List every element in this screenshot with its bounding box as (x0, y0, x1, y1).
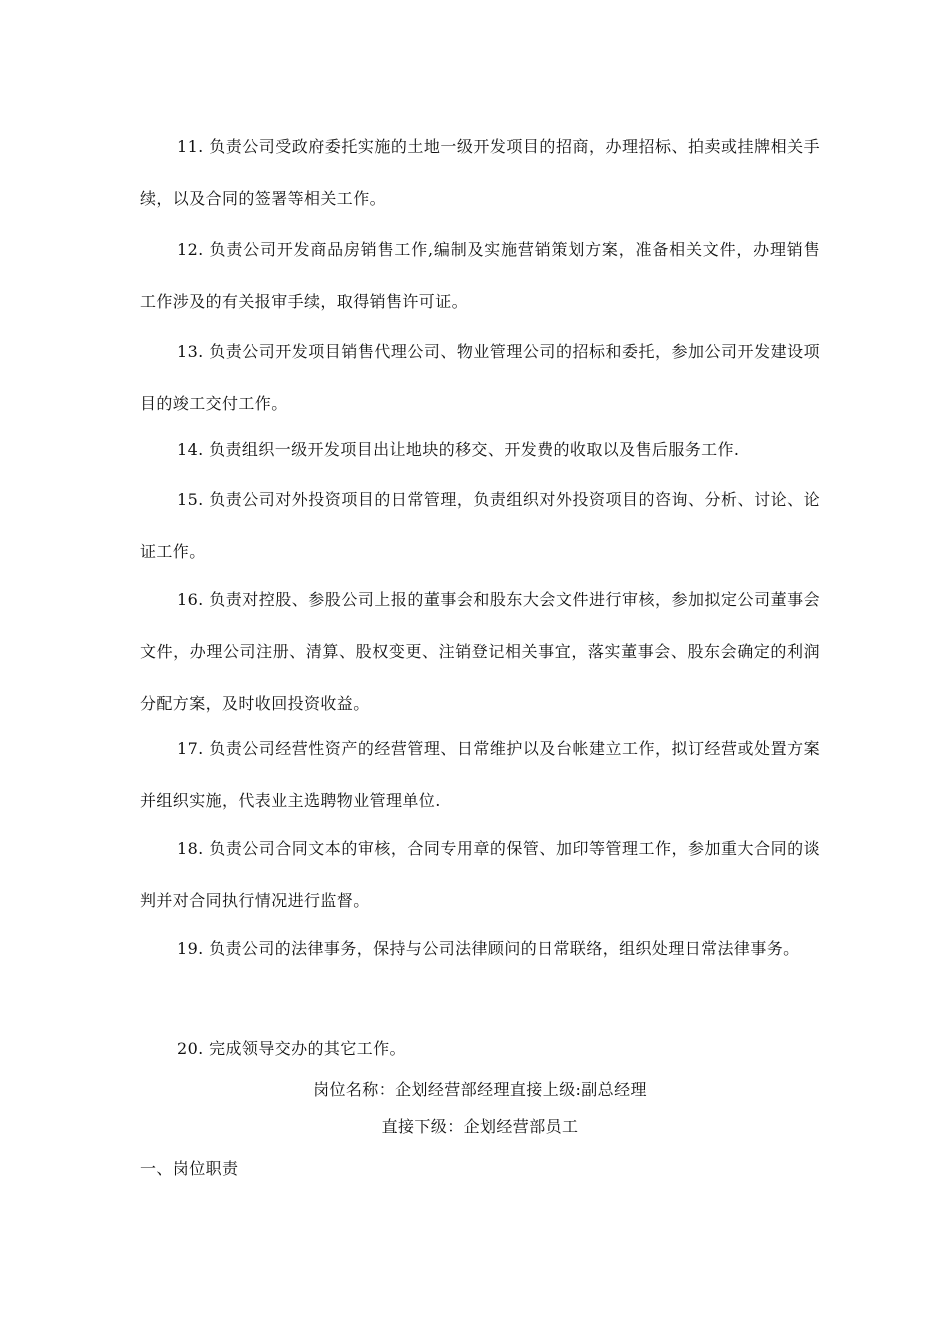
duty-item-20: 20. 完成领导交办的其它工作。 (177, 1039, 406, 1058)
duty-item-18: 18. 负责公司合同文本的审核，合同专用章的保管、加印等管理工作，参加重大合同的谈判并对合同执行情况进行监督。 (140, 839, 820, 910)
position-title-line: 岗位名称：企划经营部经理直接上级:副总经理 (313, 1080, 647, 1099)
section-heading: 一、岗位职责 (140, 1159, 239, 1178)
duty-item-14: 14. 负责组织一级开发项目出让地块的移交、开发费的收取以及售后服务工作. (177, 440, 740, 459)
duty-item-12: 12. 负责公司开发商品房销售工作,编制及实施营销策划方案，准备相关文件，办理销售工作涉及的有关报审手续，取得销售许可证。 (140, 240, 820, 311)
duty-item-16: 16. 负责对控股、参股公司上报的董事会和股东大会文件进行审核，参加拟定公司董事会文件，办理公司注册、清算、股权变更、注销登记相关事宜，落实董事会、股东会确定的利润分配方案，及时收回投资收益。 (140, 590, 820, 713)
duty-item-19: 19. 负责公司的法律事务，保持与公司法律顾问的日常联络，组织处理日常法律事务。 (177, 939, 800, 958)
position-subordinate-line: 直接下级：企划经营部员工 (381, 1117, 579, 1136)
duty-item-11: 11. 负责公司受政府委托实施的土地一级开发项目的招商，办理招标、拍卖或挂牌相关手续，以及合同的签署等相关工作。 (140, 137, 820, 208)
duty-item-15: 15. 负责公司对外投资项目的日常管理，负责组织对外投资项目的咨询、分析、讨论、论证工作。 (140, 490, 820, 561)
duty-item-13: 13. 负责公司开发项目销售代理公司、物业管理公司的招标和委托，参加公司开发建设项目的竣工交付工作。 (140, 342, 820, 413)
duty-item-17: 17. 负责公司经营性资产的经营管理、日常维护以及台帐建立工作，拟订经营或处置方案并组织实施，代表业主选聘物业管理单位. (140, 739, 820, 810)
